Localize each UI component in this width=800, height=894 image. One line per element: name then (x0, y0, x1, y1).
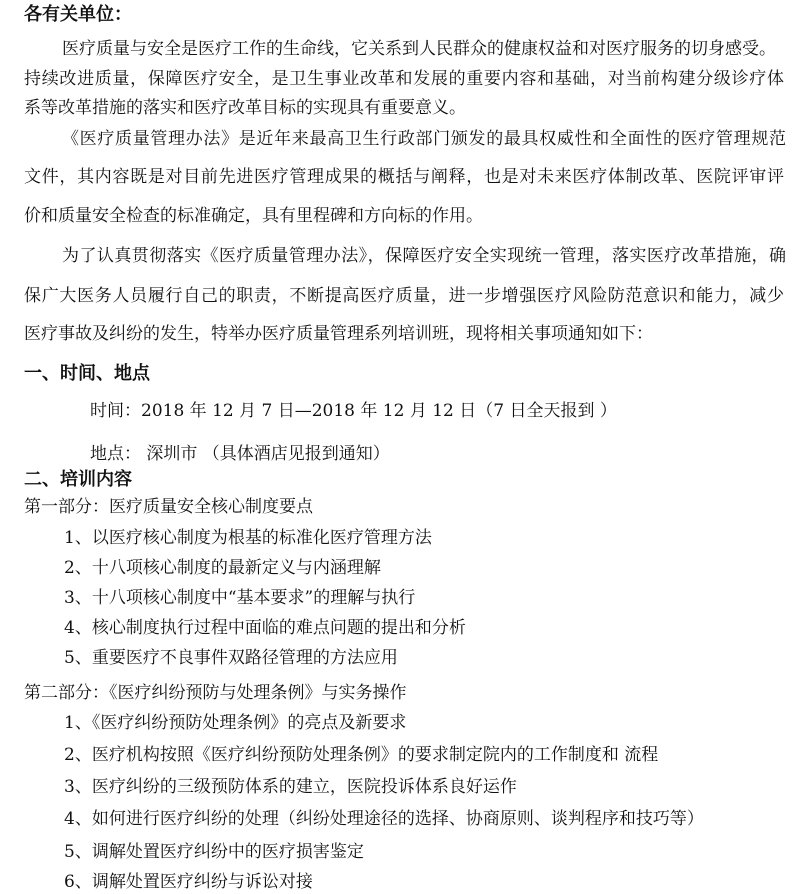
part-1-title: 第一部分：医疗质量安全核心制度要点 (24, 497, 313, 517)
part-1-item: 2、十八项核心制度的最新定义与内涵理解 (64, 558, 381, 578)
section-2-heading: 二、培训内容 (24, 469, 132, 490)
part-1-item: 4、核心制度执行过程中面临的难点问题的提出和分析 (64, 618, 466, 638)
intro-paragraph-1-line-1: 医疗质量与安全是医疗工作的生命线，它关系到人民群众的健康权益和对医疗服务的切身感受。 (62, 39, 776, 59)
part-2-item: 2、医疗机构按照《医疗纠纷预防处理条例》的要求制定院内的工作制度和 流程 (64, 745, 659, 765)
intro-paragraph-3-line-1: 为了认真贯彻落实《医疗质量管理办法》，保障医疗安全实现统一管理，落实医疗改革措施，确 (62, 246, 786, 266)
part-1-item: 5、重要医疗不良事件双路径管理的方法应用 (64, 648, 398, 668)
part-2-item: 1、《医疗纠纷预防处理条例》的亮点及新要求 (64, 713, 407, 733)
part-1-item: 3、十八项核心制度中“基本要求”的理解与执行 (64, 588, 416, 608)
part-2-item: 6、调解处置医疗纠纷与诉讼对接 (64, 872, 313, 892)
place-line: 地点： 深圳市 （具体酒店见报到通知） (90, 444, 390, 464)
time-line: 时间：2018 年 12 月 7 日—2018 年 12 月 12 日（7 日全天报到 ） (90, 401, 617, 421)
part-2-title: 第二部分：《医疗纠纷预防与处理条例》与实务操作 (24, 683, 407, 703)
intro-paragraph-3-line-2: 保广大医务人员履行自己的职责，不断提高医疗质量，进一步增强医疗风险防范意识和能力，减少 (24, 286, 784, 306)
intro-paragraph-3-line-3: 医疗事故及纠纷的发生，特举办医疗质量管理系列培训班，现将相关事项通知如下： (24, 324, 653, 344)
intro-paragraph-1-line-3: 系等改革措施的落实和医疗改革目标的实现具有重要意义。 (24, 98, 466, 118)
part-2-item: 5、调解处置医疗纠纷中的医疗损害鉴定 (64, 842, 364, 862)
intro-paragraph-2-line-3: 价和质量安全检查的标准确定，具有里程碑和方向标的作用。 (24, 206, 483, 226)
intro-paragraph-2-line-2: 文件，其内容既是对目前先进医疗管理成果的概括与阐释，也是对未来医疗体制改革、医院评审评 (24, 167, 784, 187)
salutation: 各有关单位： (24, 4, 132, 25)
part-2-item: 4、如何进行医疗纠纷的处理（纠纷处理途径的选择、协商原则、谈判程序和技巧等） (64, 809, 704, 829)
part-2-item: 3、医疗纠纷的三级预防体系的建立，医院投诉体系良好运作 (64, 777, 517, 797)
intro-paragraph-2-line-1: 《医疗质量管理办法》是近年来最高卫生行政部门颁发的最具权威性和全面性的医疗管理规范 (62, 129, 786, 149)
section-1-heading: 一、时间、地点 (24, 363, 150, 384)
intro-paragraph-1-line-2: 持续改进质量，保障医疗安全，是卫生事业改革和发展的重要内容和基础，对当前构建分级诊疗体 (24, 69, 784, 89)
part-1-item: 1、以医疗核心制度为根基的标准化医疗管理方法 (64, 528, 432, 548)
